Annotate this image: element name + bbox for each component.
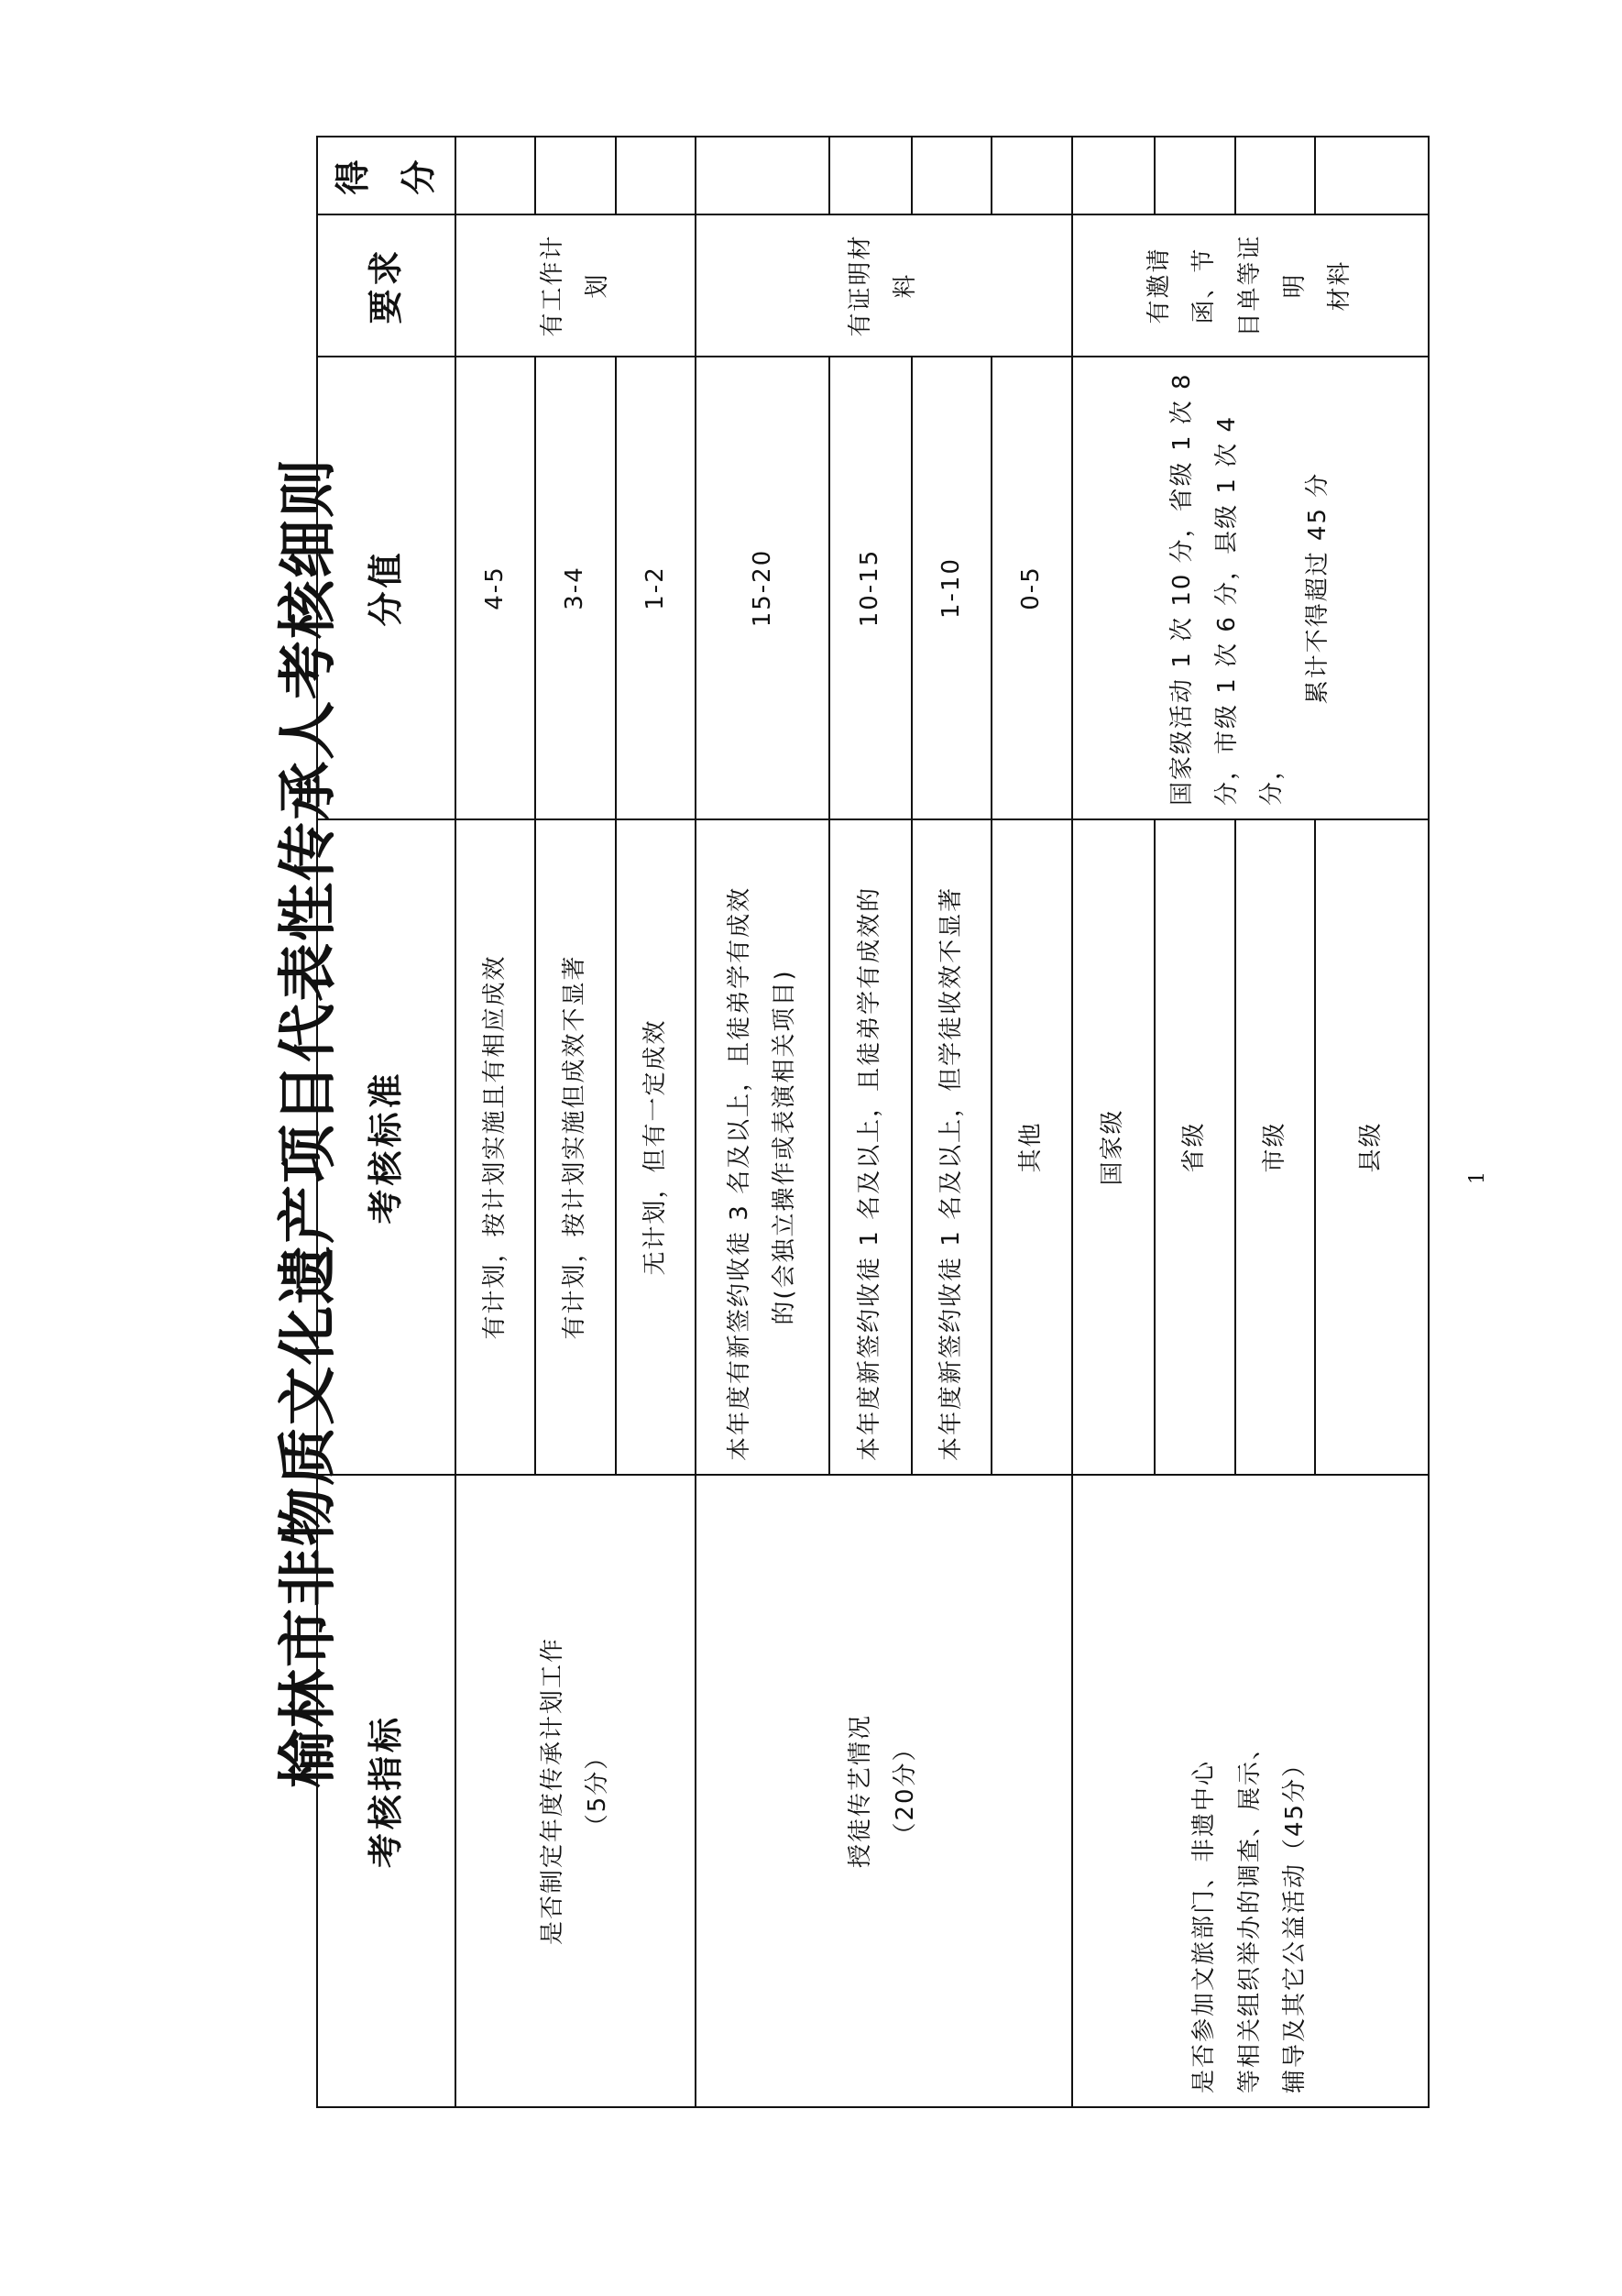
requirement-plan: 有工作计划	[455, 214, 696, 357]
value-cell: 1-2	[616, 357, 696, 819]
header-score-value: 分值	[317, 357, 455, 819]
indicator-plan: 是否制定年度传承计划工作 （5分）	[455, 1475, 696, 2107]
standard-cell: 本年度新签约收徒 1 名及以上，且徒弟学有成效的	[829, 819, 912, 1475]
value-activities: 国家级活动 1 次 10 分，省级 1 次 8 分，市级 1 次 6 分，县级 1 次 4 分， 累计不得超过 45 分	[1072, 357, 1429, 819]
value-cell: 10-15	[829, 357, 912, 819]
value-cell: 4-5	[455, 357, 535, 819]
score-cell	[1315, 137, 1429, 214]
standard-cell: 国家级	[1072, 819, 1156, 1475]
standard-cell: 其他	[992, 819, 1071, 1475]
value-cell: 3-4	[535, 357, 615, 819]
page-number: 1	[1466, 1171, 1489, 1184]
standard-cell: 市级	[1235, 819, 1315, 1475]
table-header-row	[317, 137, 455, 2107]
value-cell: 1-10	[912, 357, 992, 819]
indicator-apprentice: 授徒传艺情况 （20分）	[696, 1475, 1072, 2107]
score-cell	[912, 137, 992, 214]
table-row	[1072, 137, 1156, 2107]
standard-cell: 省级	[1155, 819, 1234, 1475]
requirement-apprentice: 有证明材料	[696, 214, 1072, 357]
header-score: 得分	[317, 137, 455, 214]
standard-cell: 无计划，但有一定成效	[616, 819, 696, 1475]
document-title: 榆林市非物质文化遗产项目代表性传承人考核细则	[274, 457, 343, 1788]
header-indicator: 考核指标	[317, 1475, 455, 2107]
value-cell: 15-20	[696, 357, 829, 819]
score-cell	[829, 137, 912, 214]
score-cell	[616, 137, 696, 214]
value-cell: 0-5	[992, 357, 1071, 819]
header-requirement: 要求	[317, 214, 455, 357]
score-cell	[455, 137, 535, 214]
standard-cell: 本年度有新签约收徒 3 名及以上，且徒弟学有成效 的(会独立操作或表演相关项目)	[696, 819, 829, 1475]
score-cell	[1235, 137, 1315, 214]
table-row	[455, 137, 535, 2107]
score-cell	[535, 137, 615, 214]
score-cell	[1072, 137, 1156, 214]
indicator-activities: 是否参加文旅部门、非遗中心 等相关组织举办的调查、展示、 辅导及其它公益活动（45分）	[1072, 1475, 1429, 2107]
score-cell	[1155, 137, 1234, 214]
standard-cell: 县级	[1315, 819, 1429, 1475]
score-cell	[696, 137, 829, 214]
table-row	[696, 137, 829, 2107]
header-standard: 考核标准	[317, 819, 455, 1475]
standard-cell: 有计划，按计划实施但成效不显著	[535, 819, 615, 1475]
standard-cell: 有计划，按计划实施且有相应成效	[455, 819, 535, 1475]
standard-cell: 本年度新签约收徒 1 名及以上，但学徒收效不显著	[912, 819, 992, 1475]
requirement-activities: 有邀请函、节 目单等证明 材料	[1072, 214, 1429, 357]
score-cell	[992, 137, 1071, 214]
assessment-table	[316, 136, 1430, 2108]
